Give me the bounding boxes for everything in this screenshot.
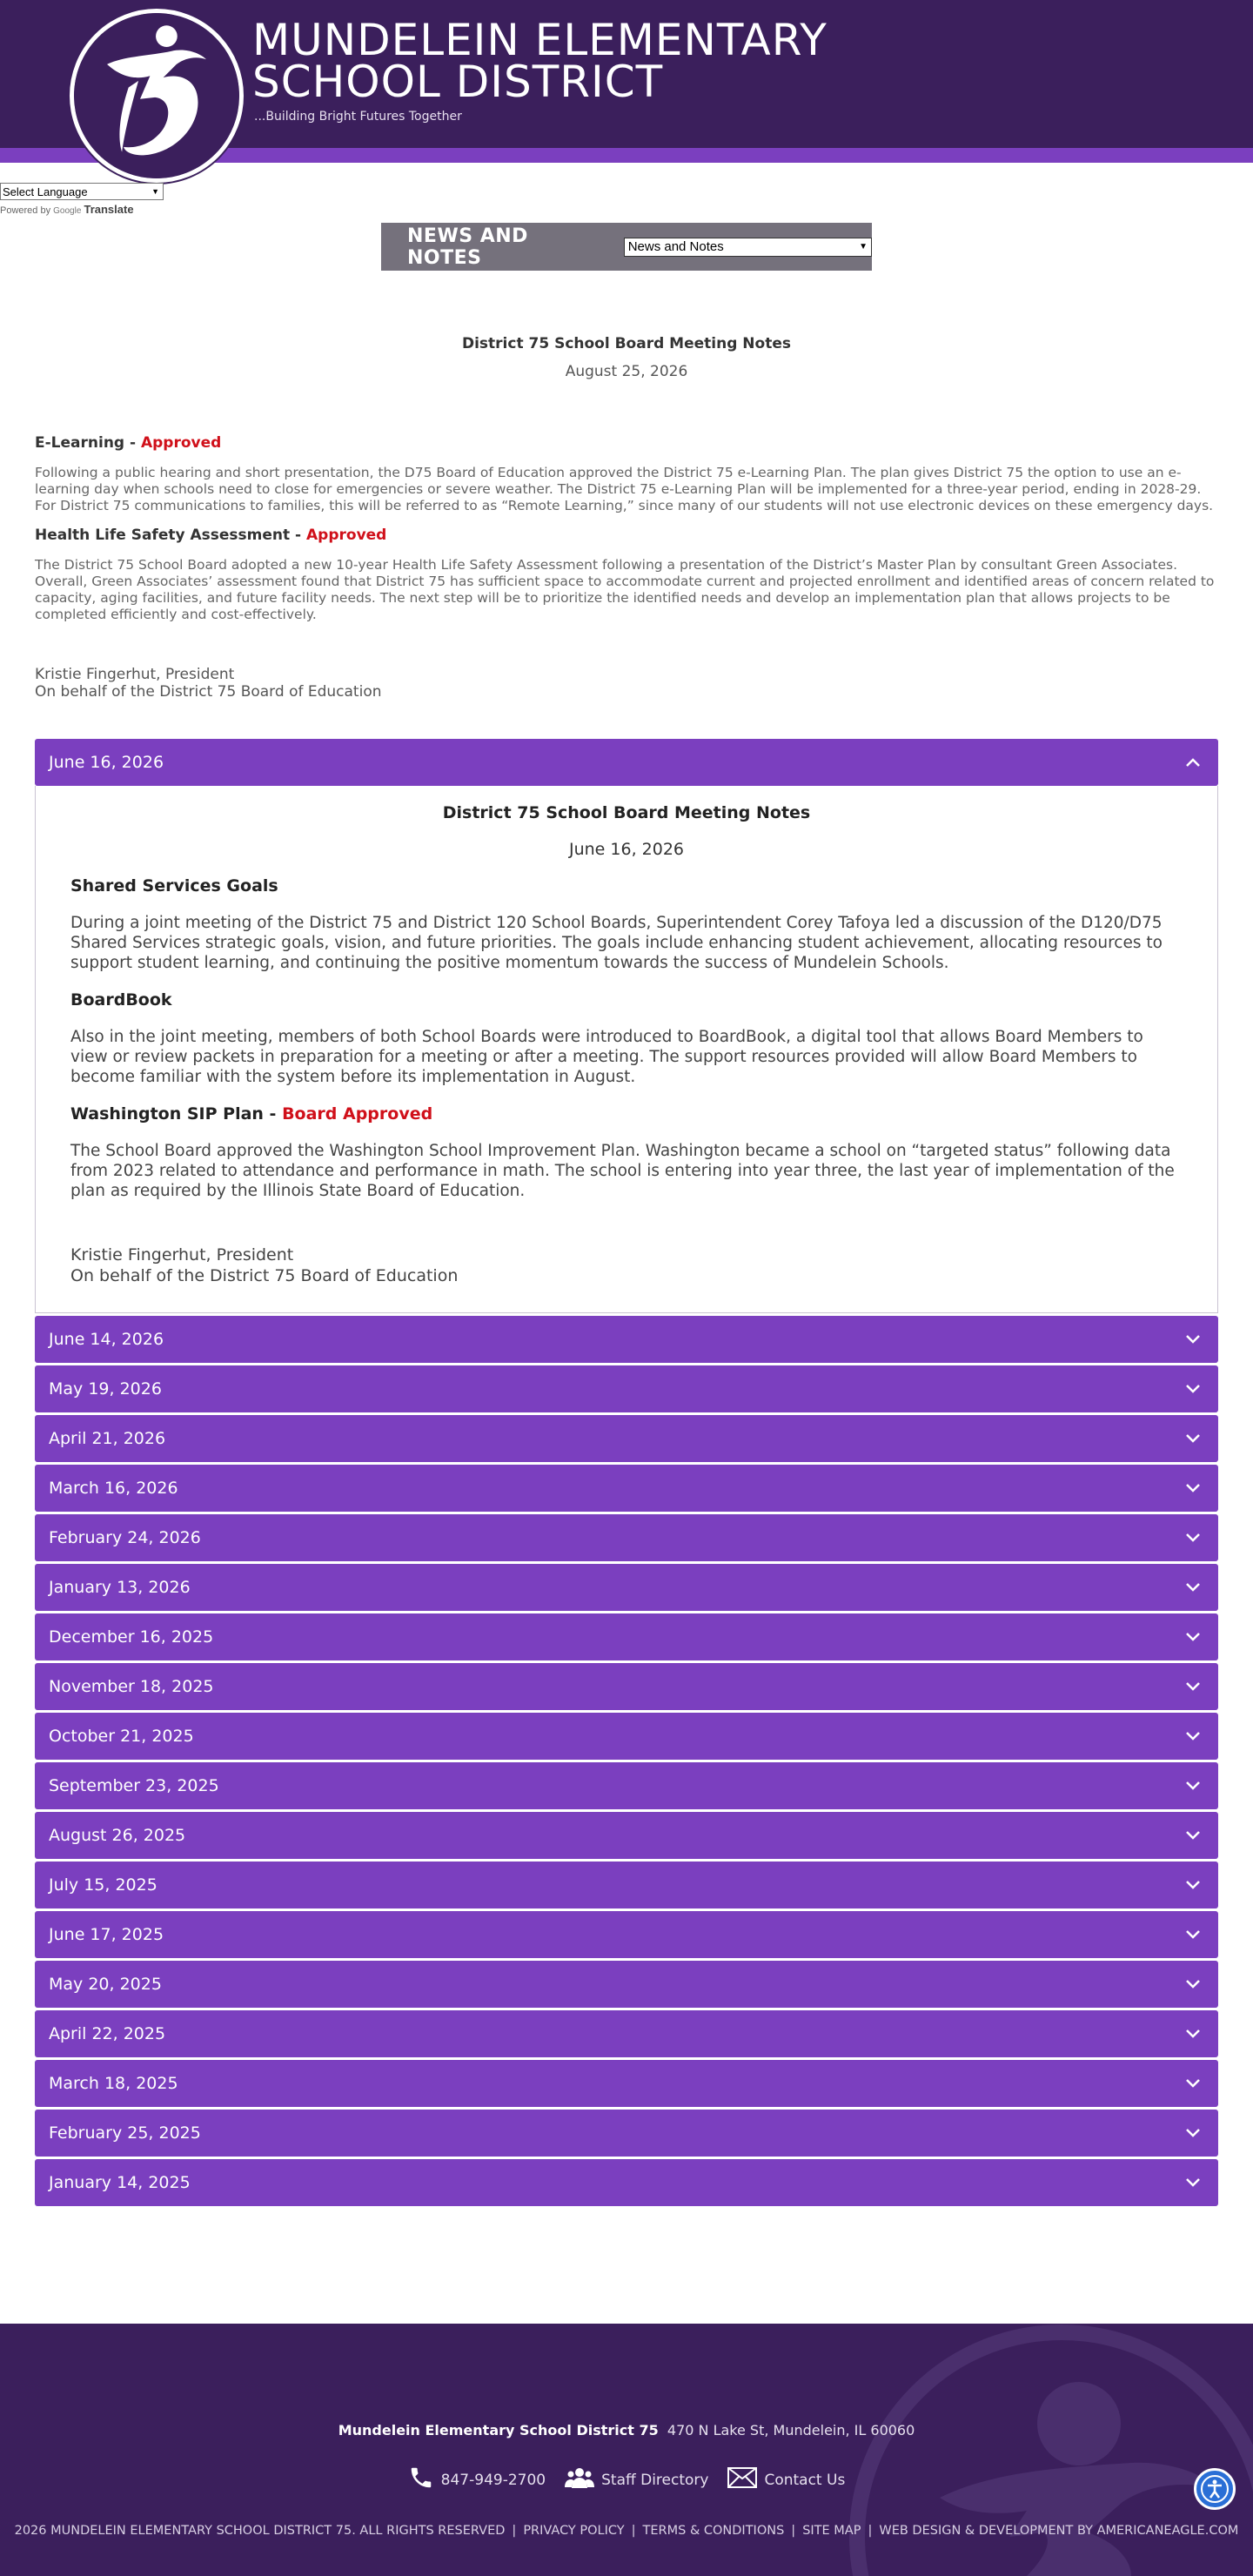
footer-staff-directory-text: Staff Directory <box>601 2471 709 2489</box>
accordion-date: May 20, 2025 <box>49 1975 162 1994</box>
site-tagline: ...Building Bright Futures Together <box>254 110 462 124</box>
signature-name: Kristie Fingerhut, President <box>35 666 235 683</box>
powered-by-label: Powered by <box>0 205 51 216</box>
accordion-header[interactable] <box>35 1862 1218 1909</box>
web-design-credit-link[interactable]: WEB DESIGN & DEVELOPMENT BY AMERICANEAGLE.COM <box>879 2524 1239 2538</box>
footer-address <box>0 2422 1253 2438</box>
separator: | <box>791 2524 796 2538</box>
accordion-header[interactable] <box>35 1812 1218 1859</box>
status-approved: Approved <box>306 527 387 544</box>
accordion-header[interactable] <box>35 1365 1218 1412</box>
article-date: August 25, 2026 <box>565 363 688 380</box>
chevron-down-icon <box>1182 1328 1204 1351</box>
footer-address-text: 470 N Lake St, Mundelein, IL 60060 <box>667 2422 915 2438</box>
accordion-date: November 18, 2025 <box>49 1677 214 1696</box>
separator: | <box>512 2524 517 2538</box>
district-75-logo-icon <box>74 13 239 178</box>
section-heading-elearning <box>35 434 1218 452</box>
accordion-date: March 16, 2026 <box>49 1479 178 1498</box>
phone-icon <box>408 2465 434 2495</box>
accordion-header[interactable] <box>35 1713 1218 1760</box>
chevron-down-icon <box>1182 2023 1204 2045</box>
accordion-header[interactable] <box>35 2159 1218 2206</box>
accordion-header[interactable] <box>35 1514 1218 1561</box>
chevron-up-icon <box>1182 751 1204 774</box>
accordion-header[interactable] <box>35 1415 1218 1462</box>
accordion-date: June 16, 2026 <box>49 753 164 772</box>
mail-icon <box>727 2467 757 2492</box>
footer-phone-text: 847-949-2700 <box>440 2471 546 2489</box>
accordion-header[interactable] <box>35 2060 1218 2107</box>
privacy-policy-link[interactable]: PRIVACY POLICY <box>523 2524 625 2538</box>
chevron-down-icon <box>1182 1824 1204 1847</box>
accordion-date: February 24, 2026 <box>49 1528 201 1547</box>
panel-heading-shared-services: Shared Services Goals <box>70 876 278 896</box>
footer-contact-links <box>0 2465 1253 2495</box>
language-select-value: Select Language <box>3 184 88 198</box>
signature-line: On behalf of the District 75 Board of Education <box>35 683 382 701</box>
accordion-header[interactable] <box>35 1663 1218 1710</box>
section-heading-text: Health Life Safety Assessment - <box>35 527 307 544</box>
chevron-down-icon <box>1182 1526 1204 1549</box>
chevron-down-icon <box>1182 2171 1204 2194</box>
section-body-elearning: Following a public hearing and short presentation, the D75 Board of Education approved the District 75 e-Learning Plan. The plan gives District 75 the option to use an e-learning day when schools need to close for emergencies or severe weather. The District 75 e-Learning Plan will be implemented for a three-year period, ending in 2028-29. For District 75 communications to families, this will be referred to as “Remote Learning,” since many of our students will not use electronic devices on these emergency days. <box>35 465 1214 513</box>
powered-by-google <box>0 203 164 216</box>
accordion-panel <box>35 786 1218 1313</box>
accordion-header[interactable] <box>35 1762 1218 1809</box>
chevron-down-icon <box>1182 1774 1204 1797</box>
accordion-date: December 16, 2025 <box>49 1627 214 1647</box>
accordion-date: April 22, 2025 <box>49 2024 166 2043</box>
panel-signature-name: Kristie Fingerhut, President <box>70 1245 294 1265</box>
accordion-date: January 14, 2025 <box>49 2173 191 2192</box>
chevron-down-icon <box>1182 1923 1204 1946</box>
footer-contact-text: Contact Us <box>764 2471 846 2489</box>
footer-legal-links <box>0 2524 1253 2538</box>
accessibility-icon[interactable] <box>1194 2468 1236 2510</box>
panel-body-washington-sip: The School Board approved the Washington School Improvement Plan. Washington became a school on “targeted status” following data from 2023 related to attendance and performance in math. The school is entering into year three, the last year of implementation of the plan as required by the Illinois State Board of Education. <box>70 1142 1175 1200</box>
chevron-down-icon: ▼ <box>859 242 868 252</box>
accordion-header-open[interactable] <box>35 739 1218 786</box>
status-approved: Approved <box>140 434 222 452</box>
language-select[interactable] <box>0 183 164 200</box>
footer-logo-watermark-icon <box>0 2324 1253 2576</box>
chevron-down-icon <box>1182 1378 1204 1400</box>
chevron-down-icon <box>1182 1973 1204 1996</box>
site-title-line2: SCHOOL DISTRICT <box>252 57 664 107</box>
accordion-date: February 25, 2025 <box>49 2123 201 2143</box>
staff-icon <box>565 2466 594 2493</box>
section-heading-text: E-Learning - <box>35 434 141 452</box>
panel-heading-text: Washington SIP Plan - <box>70 1104 283 1124</box>
district-logo[interactable] <box>70 9 244 183</box>
status-board-approved: Board Approved <box>282 1104 433 1124</box>
site-footer <box>0 2324 1253 2576</box>
accordion-date: September 23, 2025 <box>49 1776 219 1795</box>
section-heading-health-safety <box>35 527 1218 544</box>
accordion-date: July 15, 2025 <box>49 1875 157 1895</box>
google-translate-widget <box>0 183 164 216</box>
chevron-down-icon <box>1182 1427 1204 1450</box>
accordion-date: March 18, 2025 <box>49 2074 178 2093</box>
chevron-down-icon <box>1182 1626 1204 1648</box>
accordion-header[interactable] <box>35 2010 1218 2057</box>
separator: | <box>631 2524 636 2538</box>
article-title: District 75 School Board Meeting Notes <box>461 335 791 352</box>
meeting-notes-accordion <box>35 739 1218 2209</box>
accordion-header[interactable] <box>35 1961 1218 2008</box>
accordion-header[interactable] <box>35 1465 1218 1512</box>
accordion-header[interactable] <box>35 1911 1218 1958</box>
chevron-down-icon <box>1182 1725 1204 1748</box>
chevron-down-icon: ▼ <box>151 187 159 196</box>
footer-phone-link[interactable] <box>408 2465 546 2495</box>
collapsed-accordion-list <box>35 1316 1218 2206</box>
panel-heading-boardbook: BoardBook <box>70 990 172 1010</box>
news-and-notes-bar <box>381 223 872 271</box>
accordion-header[interactable] <box>35 1613 1218 1660</box>
panel-date: June 16, 2026 <box>568 840 685 859</box>
accordion-date: June 17, 2025 <box>49 1925 164 1944</box>
accordion-date: April 21, 2026 <box>49 1429 166 1448</box>
site-title-line1: MUNDELEIN ELEMENTARY <box>252 15 828 65</box>
chevron-down-icon <box>1182 1675 1204 1698</box>
footer-contact-link[interactable] <box>727 2465 845 2495</box>
accordion-date: May 19, 2026 <box>49 1379 162 1399</box>
google-logo-icon: Google <box>53 206 82 216</box>
news-category-select-value: News and Notes <box>627 239 724 254</box>
accordion-date: October 21, 2025 <box>49 1727 194 1746</box>
accordion-header[interactable] <box>35 1316 1218 1363</box>
terms-link[interactable]: TERMS & CONDITIONS <box>642 2524 785 2538</box>
copyright-text: 2026 MUNDELEIN ELEMENTARY SCHOOL DISTRICT 75. ALL RIGHTS RESERVED <box>14 2524 506 2538</box>
news-category-select[interactable] <box>624 238 872 257</box>
separator: | <box>868 2524 873 2538</box>
accordion-date: January 13, 2026 <box>49 1578 191 1597</box>
accordion-header[interactable] <box>35 2110 1218 2157</box>
panel-body-boardbook: Also in the joint meeting, members of both School Boards were introduced to BoardBook, a digital tool that allows Board Members to view or review packets in preparation for a meeting or after a meeting. The support resources provided will allow Board Members to become familiar with the system before its implementation in August. <box>70 1028 1143 1086</box>
news-and-notes-title: NEWS AND NOTES <box>407 225 528 269</box>
translate-link[interactable]: Translate <box>84 203 134 216</box>
chevron-down-icon <box>1182 1874 1204 1896</box>
chevron-down-icon <box>1182 1576 1204 1599</box>
footer-staff-directory-link[interactable] <box>565 2465 708 2495</box>
site-map-link[interactable]: SITE MAP <box>802 2524 861 2538</box>
panel-title: District 75 School Board Meeting Notes <box>442 803 811 822</box>
panel-body-shared-services: During a joint meeting of the District 75 and District 120 School Boards, Superintendent Corey Tafoya led a discussion of the D120/D75 Shared Services strategic goals, vision, and future priorities. The goals include enhancing student achievement, allocating resources to support student learning, and continuing the positive momentum towards the success of Mundelein Schools. <box>70 914 1163 972</box>
accordion-date: June 14, 2026 <box>49 1330 164 1349</box>
section-body-health-safety: The District 75 School Board adopted a new 10-year Health Life Safety Assessment following a presentation of the District’s Master Plan by consultant Green Associates. Overall, Green Associates’ assessment found that District 75 has sufficient space to accommodate current and projected enrollment and identified areas of concern related to capacity, aging facilities, and future facility needs. The next step will be to prioritize the identified needs and develop an implementation plan that allows projects to be completed efficiently and cost-effectively. <box>35 557 1215 622</box>
chevron-down-icon <box>1182 1477 1204 1499</box>
top-article <box>35 335 1218 701</box>
site-title[interactable] <box>252 15 828 107</box>
panel-heading-washington-sip <box>70 1104 1183 1124</box>
panel-signature-line: On behalf of the District 75 Board of Education <box>70 1266 459 1285</box>
footer-district-name: Mundelein Elementary School District 75 <box>338 2422 659 2438</box>
accordion-header[interactable] <box>35 1564 1218 1611</box>
chevron-down-icon <box>1182 2122 1204 2144</box>
chevron-down-icon <box>1182 2072 1204 2095</box>
accordion-date: August 26, 2025 <box>49 1826 186 1845</box>
